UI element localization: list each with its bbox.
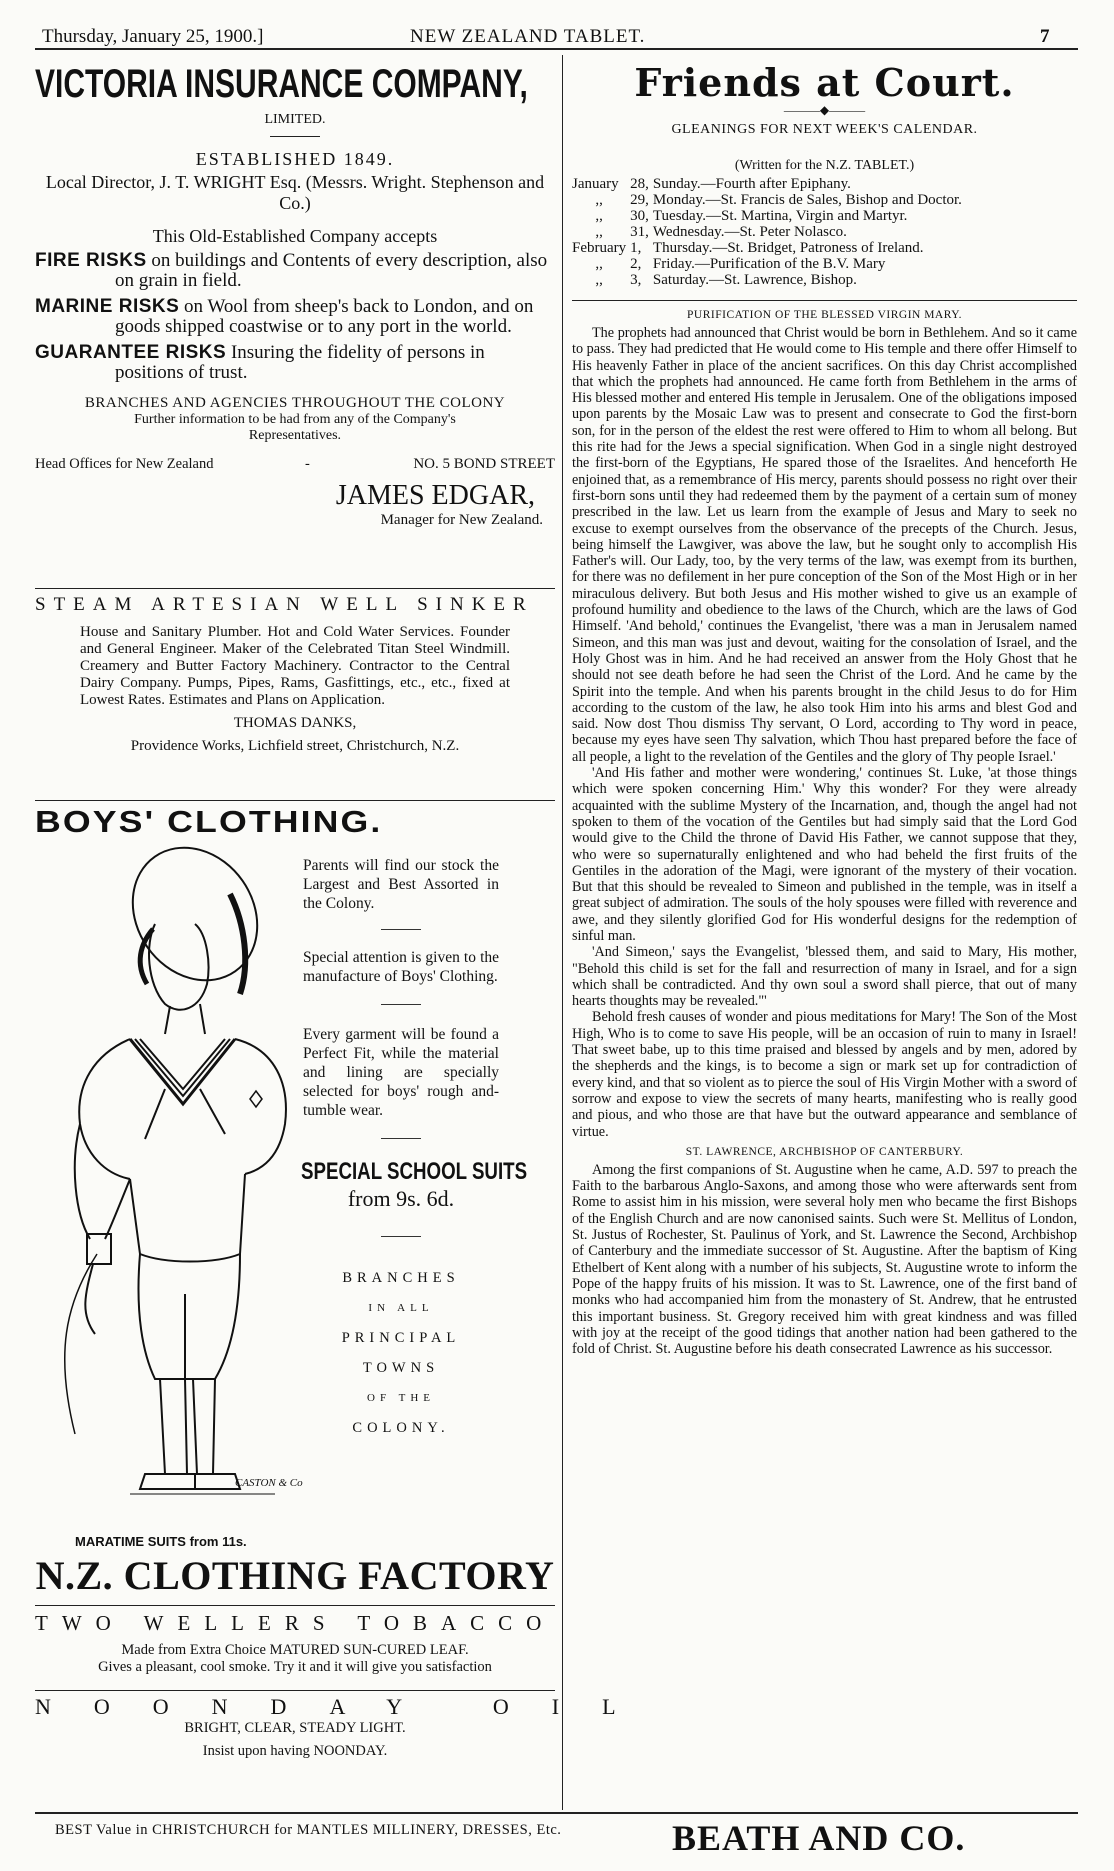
friends-at-court (572, 60, 1077, 1357)
title-ornament: ———◆——— (783, 103, 866, 117)
branches-line-5: COLONY. (352, 1420, 450, 1436)
divider (381, 1138, 421, 1139)
noonday-oil-ad (35, 1694, 659, 1760)
branches-line-4: OF THE (367, 1392, 435, 1404)
steam-sinker-ad (35, 594, 555, 755)
marine-text: on Wool from sheep's back to London, and on goods shipped coastwise or to any port in the world. (115, 296, 534, 337)
friends-title: Friends at Court. (634, 60, 1015, 105)
calendar-row: ,, 2, Friday.—Purification of the B.V. Mary (595, 256, 886, 272)
steam-owner: THOMAS DANKS, (233, 715, 357, 731)
branches-line-1: BRANCHES (342, 1270, 460, 1286)
friends-subtitle: GLEANINGS FOR NEXT WEEK'S CALENDAR. (671, 122, 978, 137)
tobacco-line1: Made from Extra Choice MATURED SUN-CURED LEAF. (121, 1642, 469, 1658)
boy-illustration (35, 834, 345, 1534)
victoria-intro: This Old-Established Company accepts (152, 226, 438, 246)
oil-line1: BRIGHT, CLEAR, STEADY LIGHT. (184, 1720, 406, 1736)
purification-article (572, 325, 1077, 1140)
paragraph: 'And Simeon,' says the Evangelist, 'blessed them, and said to Mary, His mother, "Behold this child is set for the fall and resurrection of many in Israel, and for a sign which shall be contradicted. And thy own soul a sword shall pierce, that out of many hearts thoughts may be revealed."' (572, 944, 1077, 1010)
purification-heading: PURIFICATION OF THE BLESSED VIRGIN MARY. (687, 309, 962, 321)
calendar-row: February 1, Thursday.—St. Bridget, Patroness of Ireland. (572, 240, 924, 256)
lawrence-article: Among the first companions of St. Augustine when he came, A.D. 597 to preach the Faith to the barbarous Anglo-Saxons, and among those who were afterwards sent from Rome to assist him in his mission, were several holy men who became the first Bishops of the English Church and are now canonised saints. Such were St. Mellitus of London, St. Justus of Rochester, St. Paulinus of York, and St. Lawrence the Second, Archbishop of Canterbury and the immediate successor of St. Augustine. After the baptism of King Ethelbert of Kent along with a number of his subjects, St. Augustine wrote to inform the Pope of the happy fruits of his mission. It was to St. Lawrence, one of the first band of monks who had accompanied him from the monastery of St. Andrew, that he entrusted this important business. St. Gregory received him with great kindness and was filled with joy at the receipt of the good tidings that another nation had been gathered to the fold of Christ. St. Augustine before his death consecrated Lawrence as his successor. (572, 1161, 1077, 1358)
special-school-suits: SPECIAL SCHOOL SUITS (301, 1158, 528, 1185)
victoria-established: ESTABLISHED 1849. (195, 149, 395, 169)
calendar-row: ,, 3, Saturday.—St. Lawrence, Bishop. (595, 272, 857, 288)
victoria-insurance-ad (35, 62, 555, 529)
divider (381, 1236, 421, 1237)
head-office-label: Head Offices for New Zealand (35, 456, 214, 472)
victoria-director: Local Director, J. T. WRIGHT Esq. (Messrs. Wright. Stephenson and Co.) (45, 172, 545, 213)
header-rule (35, 48, 1078, 50)
paragraph: 'And His father and mother were wondering,' continues St. Luke, 'at those things which were spoken concerning Him.' Why this wonder? For they were already acquainted with the sublime Mystery of the Incarnation, and, though the angel had not spoken to them of the vocation of the Gentiles but had simply said that the Lord God would give to the Child the throne of David His Father, we cannot suppose that they, who were so supernaturally enlightened and who had beheld the first fruits of the Gentiles in the adoration of the Magi, were ignorant of the mystery of their vocation. But that this should be revealed to Simeon and published in the temple, was in itself a great subject of admiration. The souls of the holy spouses were filled with reverence and awe, and they silently glorified God for His wonderful designs for the redemption of sinful man. (572, 765, 1077, 944)
boys-title: BOYS' CLOTHING. (35, 805, 383, 840)
oil-title: NOONDAY OIL (35, 1694, 659, 1719)
tobacco-title: TWO WELLERS TOBACCO (35, 1611, 556, 1635)
tobacco-line2: Gives a pleasant, cool smoke. Try it and it will give you satisfaction (98, 1659, 492, 1675)
oil-line2: Insist upon having NOONDAY. (202, 1743, 388, 1759)
branches-list (303, 1263, 499, 1443)
column-divider (562, 55, 563, 1810)
calendar-row: ,, 29, Monday.—St. Francis de Sales, Bishop and Doctor. (595, 192, 962, 208)
manager-name: JAMES EDGAR, (335, 480, 535, 511)
fire-risks (35, 251, 555, 291)
section-rule (35, 800, 555, 801)
manager-title: Manager for New Zealand. (380, 512, 543, 528)
marine-risks (35, 297, 555, 337)
nz-clothing-factory: N.Z. CLOTHING FACTORY (35, 1553, 555, 1598)
victoria-branches: BRANCHES AND AGENCIES THROUGHOUT THE COLONY (84, 395, 506, 411)
fire-text: on buildings and Contents of every description, also on grain in field. (115, 250, 548, 291)
marine-label: MARINE RISKS (35, 296, 180, 317)
victoria-further: Further information to be had from any of the Company's Representatives. (134, 412, 456, 443)
maratime-suits: MARATIME SUITS from 11s. (75, 1534, 247, 1549)
page-number: 7 (1040, 26, 1050, 47)
divider (270, 136, 320, 137)
illustrator-signature: CASTON & Co (235, 1477, 303, 1489)
victoria-title: VICTORIA INSURANCE COMPANY, (35, 62, 528, 106)
calendar (572, 176, 966, 288)
section-rule (35, 1605, 555, 1606)
steam-title: STEAM ARTESIAN WELL SINKER (35, 594, 534, 615)
written-for: (Written for the N.Z. TABLET.) (734, 158, 915, 173)
fire-label: FIRE RISKS (35, 250, 147, 271)
head-office-address: NO. 5 BOND STREET (413, 456, 555, 472)
victoria-limited: LIMITED. (264, 112, 326, 127)
divider (381, 1004, 421, 1005)
boys-clothing-ad (35, 806, 555, 1596)
issue-date: Thursday, January 25, 1900.] (42, 26, 264, 47)
paragraph: Behold fresh causes of wonder and pious meditations for Mary! The Son of the Most High, Who is to come to save His people, will be an occasion of ruin to many in Israel! That sweet babe, up to this time praised and blessed by angels and by men, adored by the shepherds and the kings, is to become a sign or mark set up for contradiction of every kind, and that so violent as to pierce the soul of His Virgin Mother with a sword of sorrow and expose to view the secrets of many hearts, manifesting who is really good and pious, and who those are that have but the outward appearance and semblance of virtue. (572, 1009, 1077, 1140)
steam-address: Providence Works, Lichfield street, Christchurch, N.Z. (130, 738, 460, 754)
boys-side-text (301, 856, 528, 1443)
boys-p1: Parents will find our stock the Largest and Best Assorted in the Colony. (303, 857, 499, 912)
head-office-line: Head Offices for New Zealand - NO. 5 BOND STREET (35, 456, 555, 472)
section-rule (35, 1690, 555, 1691)
suits-price: from 9s. 6d. (347, 1186, 455, 1211)
calendar-row: ,, 31, Wednesday.—St. Peter Nolasco. (595, 224, 847, 240)
section-rule (572, 300, 1077, 301)
lawrence-heading: ST. LAWRENCE, ARCHBISHOP OF CANTERBURY. (685, 1145, 964, 1158)
calendar-row: January 28, Sunday.—Fourth after Epiphany. (572, 176, 851, 192)
guarantee-risks (35, 343, 555, 383)
branches-line-2: IN ALL (368, 1302, 434, 1314)
footer-rule (35, 1812, 1078, 1814)
guarantee-label: GUARANTEE RISKS (35, 342, 227, 363)
boys-p3: Every garment will be found a Perfect Fit, while the material and lining are specially selected for boys' rough and-tumble wear. (303, 1026, 499, 1119)
paragraph: The prophets had announced that Christ would be born in Bethlehem. And so it came to pass. They had predicted that He would come to His temple and there offer Himself to His heavenly Father in place of the ancient sacrifices. On this day Christ accomplished that which the prophets had announced. He came forth from Bethlehem in the arms of His blessed mother and entered His temple in Jerusalem. One of the obligations imposed upon parents by the Mosaic Law was to present and consecrate to God the first-born son, for in the person of the eldest the rest were offered to Him to whom all belong. But this rite had for the Jews a special signification. When God in a single night destroyed the first-born of the Egyptians, He spared those of the Israelites. And henceforth He enjoined that, as a remembrance of His mercy, parents should possess no right over their first-born sons until they had redeemed them by the payment of a certain sum of money prescribed in the law. Let us learn from the example of Jesus and Mary to seek no excuse to exempt ourselves from the observance of the precepts of the Church. Jesus, being himself the Lawgiver, was above the law, but he sought only to accomplish His Father's will. Our Lady, too, by the very terms of the law, was exempt from its burthen, for there was no defilement in her pure conception of the Son of the Most High or in her miraculous delivery. But both Jesus and His mother wished to give us an example of profound humility and obedience to the laws of the Church, which are the laws of God Himself. 'And behold,' continues the Evangelist, 'there was a man in Jerusalem named Simeon, and this man was just and devout, waiting for the consolation of Israel, and the Holy Ghost was in him. And he had received an answer from the Holy Ghost that he should not see death before he had seen the Christ of the Lord. And he came by the Spirit into the temple. And when his parents brought in the child Jesus to do for Him according to the custom of the law, he also took Him into his arms and blest God and said. Now dost Thou dismiss Thy servant, O Lord, according to Thy word in peace, because my eyes have seen Thy salvation, which Thou hast prepared before the face of all people, a light to the revelation of the Gentiles and the glory of Thy people Israel.' (572, 325, 1077, 765)
tobacco-ad (35, 1611, 555, 1676)
guarantee-text: Insuring the fidelity of persons in positions of trust. (115, 342, 485, 383)
boys-p2: Special attention is given to the manufacture of Boys' Clothing. (303, 949, 499, 985)
steam-body: House and Sanitary Plumber. Hot and Cold Water Services. Founder and General Engineer. Maker of the Celebrated Titan Steel Windmill. Creamery and Butter Factory Machinery. Contractor to the Central Dairy Company. Pumps, Pipes, Rams, Gasfittings, etc., etc., fixed at Lowest Rates. Estimates and Plans on Application. (80, 624, 510, 708)
beath-and-co: BEATH AND CO. (672, 1818, 966, 1858)
divider (381, 929, 421, 930)
best-value-ad: BEST Value in CHRISTCHURCH for MANTLES MILLINERY, DRESSES, Etc. (55, 1822, 562, 1838)
calendar-row: ,, 30, Tuesday.—St. Martina, Virgin and Martyr. (595, 208, 908, 224)
branches-line-3: PRINCIPAL TOWNS (341, 1330, 461, 1376)
paper-title: NEW ZEALAND TABLET. (410, 26, 646, 47)
section-rule (35, 588, 555, 589)
